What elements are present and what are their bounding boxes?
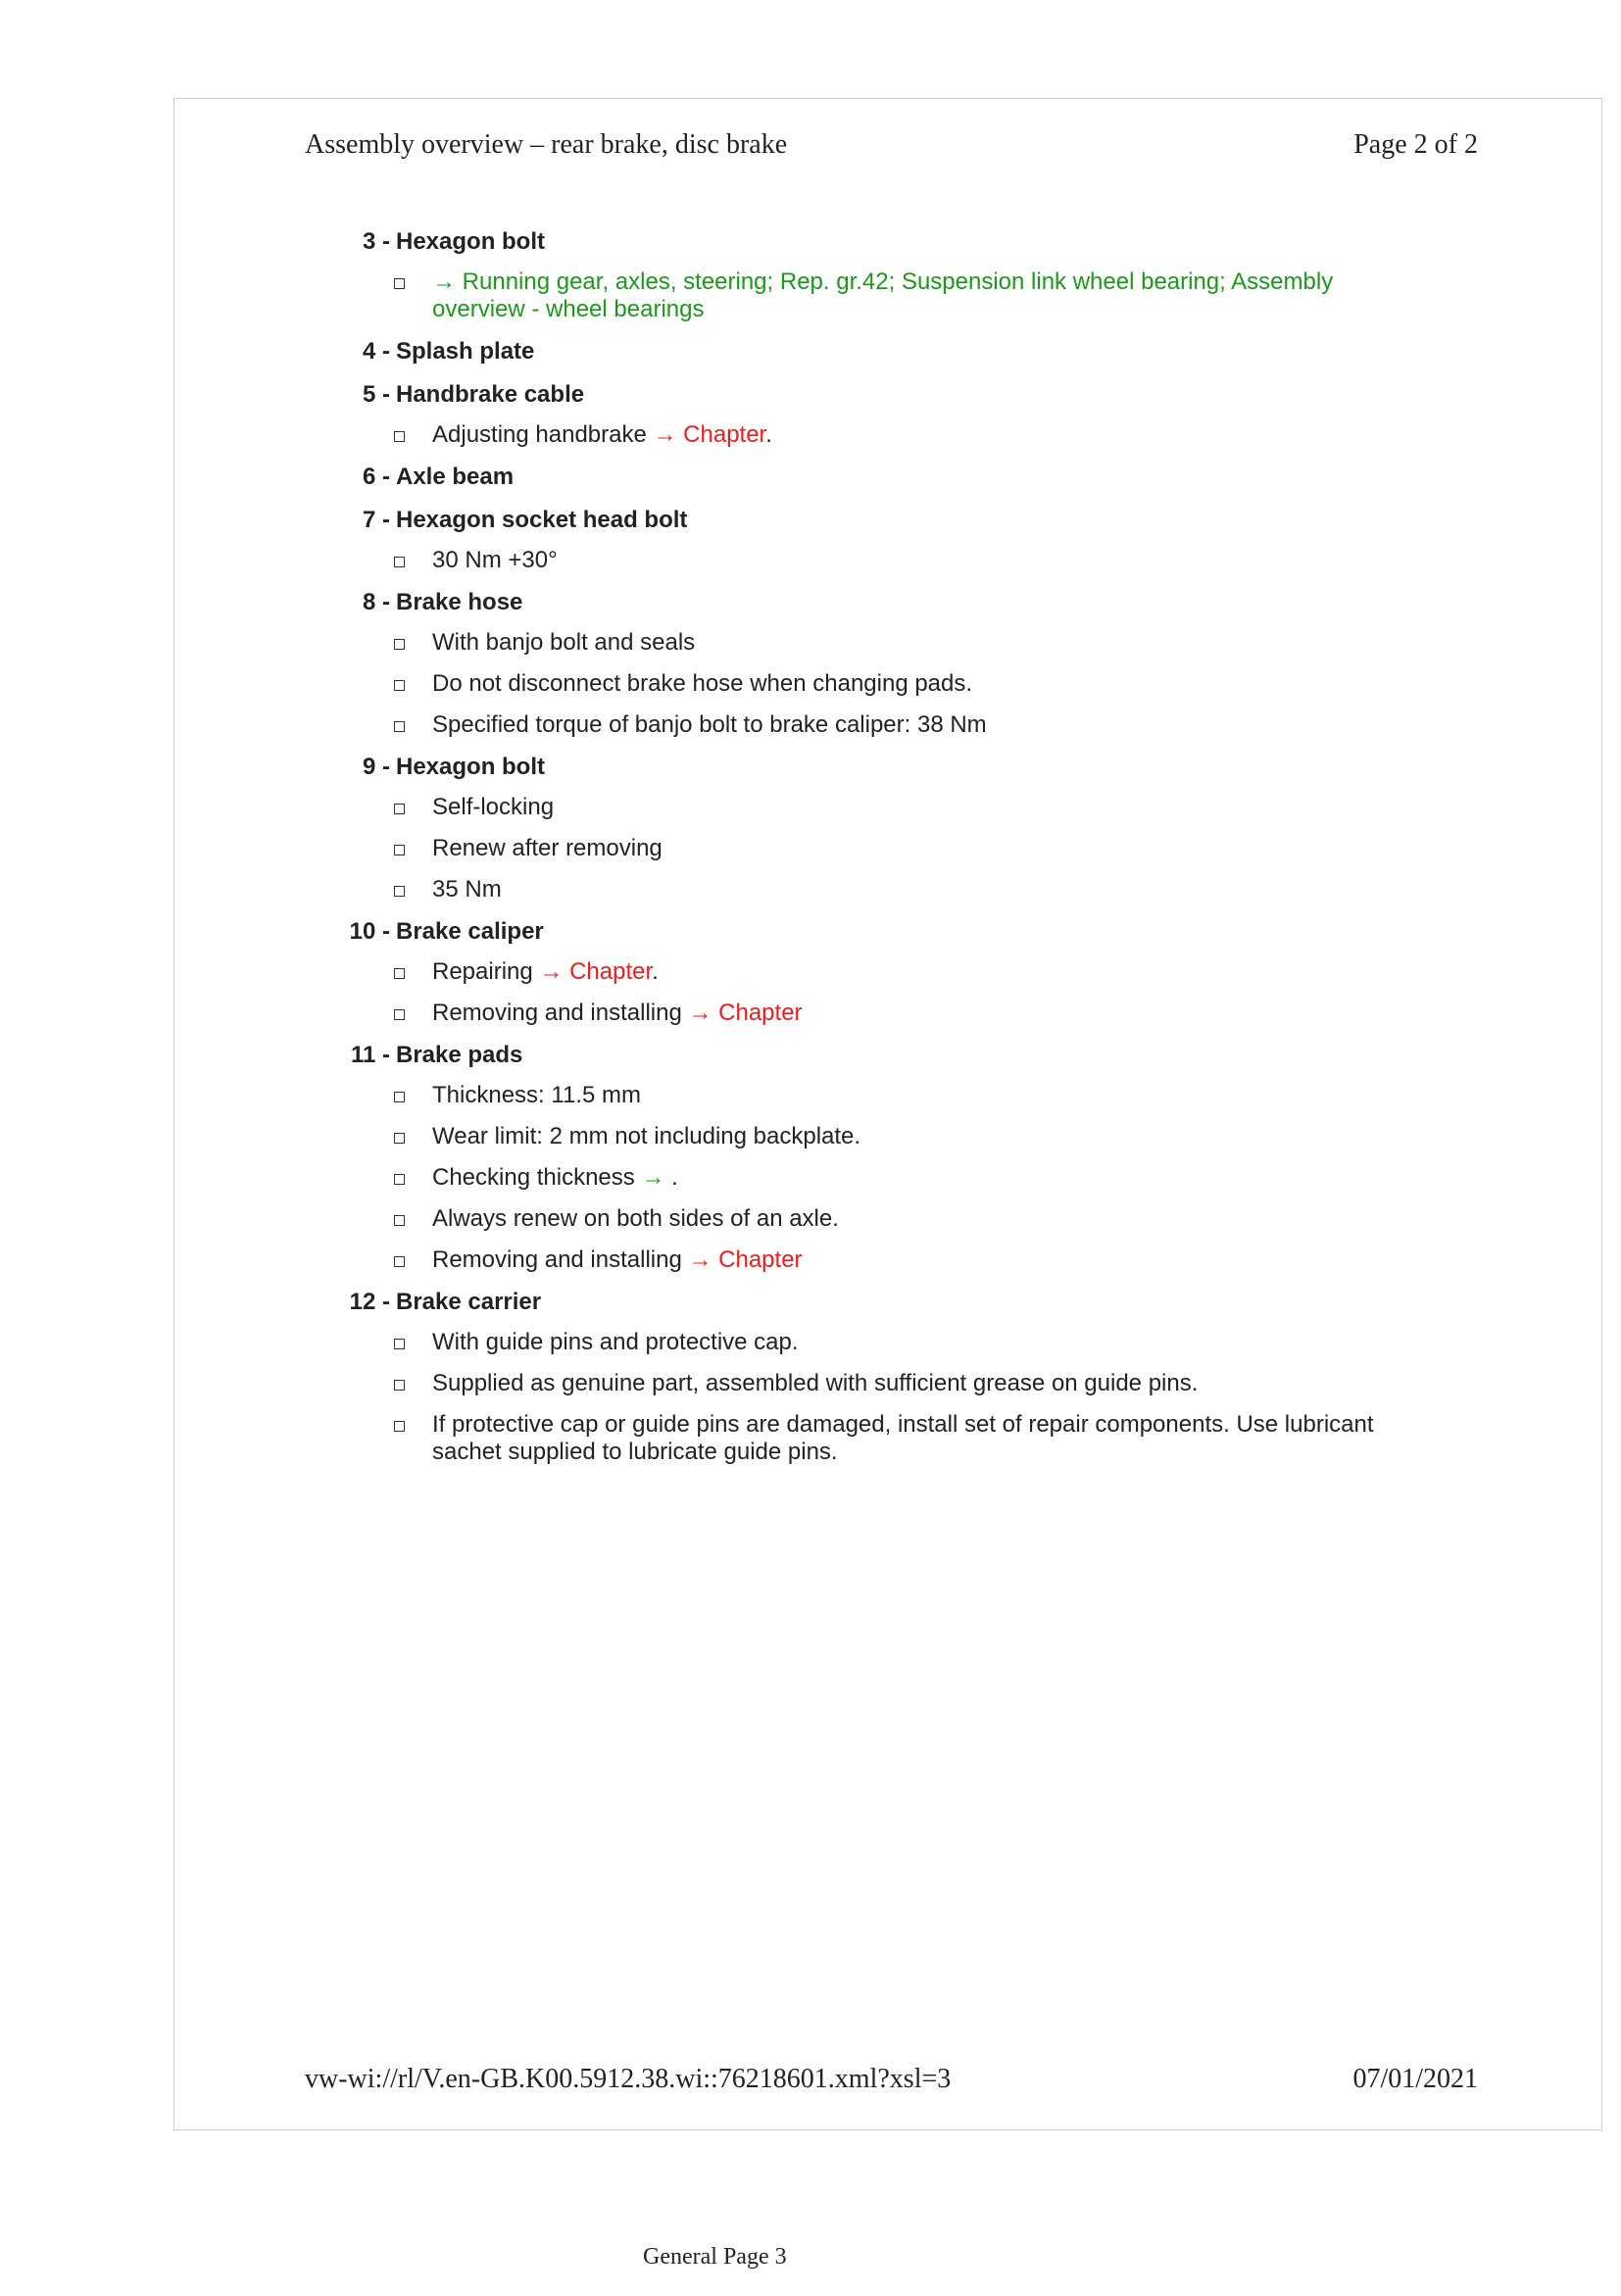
document-title: Assembly overview – rear brake, disc brake — [305, 129, 788, 160]
part-heading — [333, 588, 1431, 617]
note-item — [394, 1000, 1431, 1027]
part-title: Hexagon bolt — [396, 228, 546, 255]
square-bullet-icon — [394, 1256, 405, 1267]
note-segment: If protective cap or guide pins are damaged, install set of repair components. Use lubricant sachet supplied to lubricate guide pins. — [432, 1411, 1374, 1465]
part-item — [333, 337, 1431, 366]
square-bullet-icon — [394, 845, 405, 855]
note-text — [432, 269, 1412, 323]
chapter-link[interactable]: → Chapter — [653, 421, 766, 448]
part-heading — [333, 1041, 1431, 1070]
part-number: 3 - — [362, 228, 390, 255]
square-bullet-icon — [394, 1380, 405, 1391]
note-text — [432, 1164, 678, 1192]
note-text — [432, 1411, 1412, 1466]
chapter-link[interactable]: → Chapter — [539, 958, 653, 985]
square-bullet-icon — [394, 639, 405, 650]
part-heading — [333, 463, 1431, 492]
note-item — [394, 711, 1431, 739]
note-segment: Wear limit: 2 mm not including backplate. — [432, 1123, 861, 1149]
part-title: Brake hose — [396, 589, 523, 615]
note-text — [432, 1123, 860, 1150]
part-heading — [333, 380, 1431, 410]
part-heading — [333, 227, 1431, 257]
part-title: Handbrake cable — [396, 381, 585, 408]
note-text — [432, 547, 558, 574]
note-item — [394, 794, 1431, 821]
note-item — [394, 547, 1431, 574]
square-bullet-icon — [394, 1421, 405, 1432]
part-title: Brake caliper — [396, 918, 544, 945]
reference-link[interactable]: → — [641, 1164, 665, 1191]
note-segment: Supplied as genuine part, assembled with sufficient grease on guide pins. — [432, 1370, 1199, 1396]
note-segment: Specified torque of banjo bolt to brake caliper: 38 Nm — [432, 711, 987, 738]
note-text — [432, 876, 502, 904]
part-number: 11 - — [350, 1042, 390, 1068]
part-number: 6 - — [362, 464, 390, 490]
note-item — [394, 629, 1431, 657]
note-text — [432, 1370, 1198, 1397]
part-item — [333, 917, 1431, 1027]
part-heading — [333, 337, 1431, 366]
note-item — [394, 421, 1431, 449]
part-notes — [333, 269, 1431, 323]
note-text — [432, 1205, 839, 1233]
part-number: 4 - — [362, 338, 390, 365]
part-notes — [333, 629, 1431, 739]
part-number: 9 - — [362, 754, 390, 780]
part-title: Hexagon socket head bolt — [396, 507, 688, 533]
note-segment: Renew after removing — [432, 835, 663, 861]
square-bullet-icon — [394, 431, 405, 442]
part-item — [333, 588, 1431, 739]
note-text — [432, 1329, 799, 1356]
note-segment: . — [652, 958, 659, 985]
document-url: vw-wi://rl/V.en-GB.K00.5912.38.wi::76218601.xml?xsl=3 — [305, 2064, 952, 2094]
part-heading — [333, 1288, 1431, 1317]
note-item — [394, 1082, 1431, 1109]
note-segment: Removing and installing — [432, 1000, 689, 1026]
note-text — [432, 835, 663, 862]
note-segment: . — [765, 421, 772, 448]
note-segment: Self-locking — [432, 794, 555, 820]
document-date: 07/01/2021 — [1352, 2064, 1478, 2094]
note-text — [432, 958, 659, 986]
note-text — [432, 1082, 641, 1109]
parts-list — [333, 227, 1431, 1480]
square-bullet-icon — [394, 557, 405, 567]
part-heading — [333, 753, 1431, 782]
part-title: Hexagon bolt — [396, 754, 546, 780]
part-number: 7 - — [362, 507, 390, 533]
part-heading — [333, 506, 1431, 535]
note-segment: 35 Nm — [432, 876, 502, 903]
note-item — [394, 269, 1431, 323]
square-bullet-icon — [394, 804, 405, 814]
note-segment: Repairing — [432, 958, 540, 985]
note-segment: With banjo bolt and seals — [432, 629, 696, 656]
page-number: Page 2 of 2 — [1353, 129, 1478, 160]
part-item — [333, 227, 1431, 323]
part-item — [333, 1041, 1431, 1274]
note-text — [432, 1000, 803, 1027]
note-item — [394, 1411, 1431, 1466]
note-segment: . — [664, 1164, 678, 1191]
note-item — [394, 1246, 1431, 1274]
note-text — [432, 421, 772, 449]
square-bullet-icon — [394, 1009, 405, 1020]
note-segment: With guide pins and protective cap. — [432, 1329, 799, 1355]
note-text — [432, 629, 695, 657]
chapter-link[interactable]: → Chapter — [688, 1246, 803, 1273]
square-bullet-icon — [394, 680, 405, 691]
part-notes — [333, 794, 1431, 904]
note-item — [394, 876, 1431, 904]
part-number: 12 - — [349, 1289, 390, 1315]
note-segment: Do not disconnect brake hose when changing pads. — [432, 670, 973, 697]
part-item — [333, 463, 1431, 492]
note-item — [394, 1370, 1431, 1397]
note-text — [432, 794, 554, 821]
note-segment: Always renew on both sides of an axle. — [432, 1205, 839, 1232]
part-title: Splash plate — [396, 338, 535, 365]
part-notes — [333, 958, 1431, 1027]
part-item — [333, 1288, 1431, 1466]
part-notes — [333, 1082, 1431, 1274]
part-item — [333, 506, 1431, 574]
part-heading — [333, 917, 1431, 947]
part-title: Axle beam — [396, 464, 515, 490]
square-bullet-icon — [394, 1339, 405, 1349]
part-item — [333, 380, 1431, 449]
part-number: 8 - — [362, 589, 390, 615]
note-segment: Checking thickness — [432, 1164, 642, 1191]
part-title: Brake carrier — [396, 1289, 542, 1315]
note-item — [394, 958, 1431, 986]
note-item — [394, 1123, 1431, 1150]
chapter-link[interactable]: → Chapter — [688, 1000, 803, 1026]
part-notes — [333, 421, 1431, 449]
note-item — [394, 670, 1431, 698]
part-title: Brake pads — [396, 1042, 523, 1068]
part-notes — [333, 547, 1431, 574]
square-bullet-icon — [394, 1133, 405, 1144]
square-bullet-icon — [394, 1174, 405, 1185]
note-segment: Adjusting handbrake — [432, 421, 654, 448]
note-text — [432, 670, 972, 698]
note-segment: 30 Nm +30° — [432, 547, 558, 573]
note-item — [394, 1329, 1431, 1356]
note-segment: Removing and installing — [432, 1246, 689, 1273]
square-bullet-icon — [394, 278, 405, 289]
note-text — [432, 711, 987, 739]
square-bullet-icon — [394, 886, 405, 897]
part-notes — [333, 1329, 1431, 1466]
square-bullet-icon — [394, 1215, 405, 1226]
note-item — [394, 1205, 1431, 1233]
part-item — [333, 753, 1431, 904]
part-number: 10 - — [349, 918, 390, 945]
note-segment: Thickness: 11.5 mm — [432, 1082, 641, 1108]
note-item — [394, 1164, 1431, 1192]
general-page-number: General Page 3 — [643, 2244, 787, 2270]
note-text — [432, 1246, 803, 1274]
note-item — [394, 835, 1431, 862]
part-number: 5 - — [362, 381, 390, 408]
square-bullet-icon — [394, 721, 405, 732]
square-bullet-icon — [394, 968, 405, 979]
square-bullet-icon — [394, 1092, 405, 1102]
reference-link[interactable]: → Running gear, axles, steering; Rep. gr.42; Suspension link wheel bearing; Assembly overview - wheel bearings — [432, 269, 1334, 322]
